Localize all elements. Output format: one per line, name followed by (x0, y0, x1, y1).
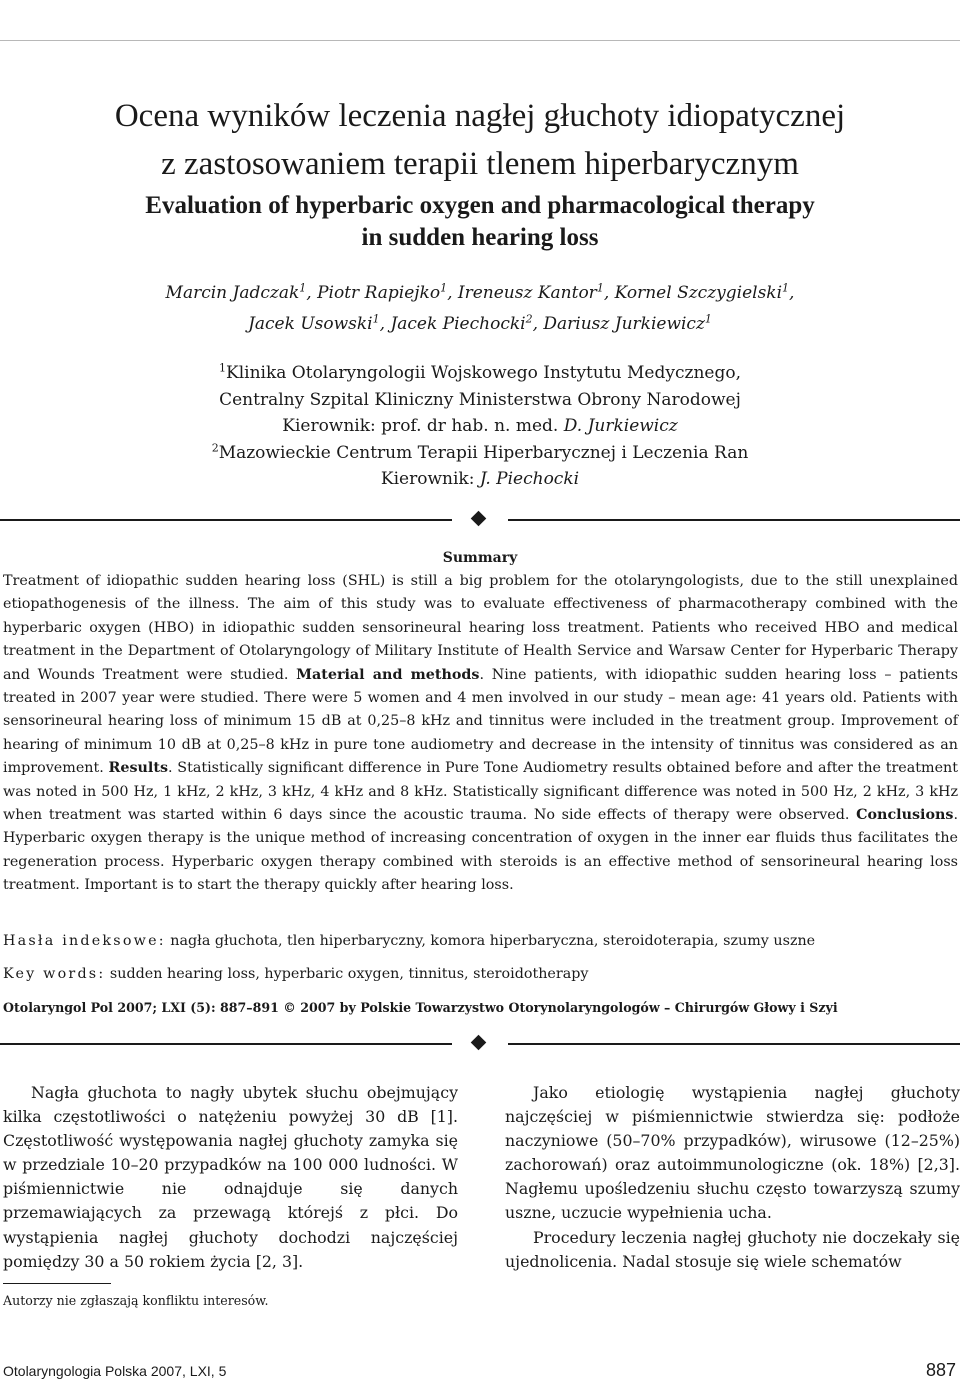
author-name: Dariusz Jurkiewicz (543, 314, 705, 334)
keywords-polish-label: Hasła indeksowe: (3, 933, 166, 949)
author-affiliation-mark: 1 (782, 281, 790, 295)
title-polish-line-1: Ocena wyników leczenia nagłej głuchoty idiopatycznej (114, 98, 846, 134)
diamond-ornament-icon (471, 1035, 487, 1051)
top-rule (0, 40, 960, 41)
title-english-line-1: Evaluation of hyperbaric oxygen and pharmacological therapy (145, 192, 815, 219)
affiliations (0, 360, 960, 493)
affiliation-2-line-1: $^2$Mazowieckie Centrum Terapii Hiperbarycznej i Leczenia Ran (211, 440, 749, 463)
divider-line (508, 1043, 960, 1045)
author-name: Marcin Jadczak (165, 283, 300, 303)
footnote-rule (3, 1283, 111, 1284)
footnote: Autorzy nie zgłaszają konfliktu interesów. (3, 1293, 269, 1308)
author-line-2: Jacek Usowski$^1$, Jacek Piechocki$^2$, Dariusz Jurkiewicz$^1$ (248, 312, 712, 334)
author-name: Ireneusz Kantor (457, 283, 597, 303)
title-polish-line-2: z zastosowaniem terapii tlenem hiperbarycznym (161, 146, 799, 182)
author-list (0, 278, 960, 340)
author-affiliation-mark: 1 (372, 312, 380, 326)
keywords-english-label: Key words: (3, 966, 106, 982)
author-affiliation-mark: 1 (440, 281, 448, 295)
body-paragraph: Procedury leczenia nagłej głuchoty nie doczekały się ujednolicenia. Nadal stosuje się wiele schematów (505, 1227, 960, 1271)
section-divider (0, 513, 960, 527)
keywords-english: Key words: sudden hearing loss, hyperbaric oxygen, tinnitus, steroidotherapy (3, 966, 589, 982)
author-affiliation-mark: 1 (704, 312, 712, 326)
summary-results-heading: Results (108, 760, 169, 777)
body-column-right (505, 1081, 960, 1274)
summary-heading: Summary (442, 550, 518, 566)
diamond-ornament-icon (471, 511, 487, 527)
title-english (0, 190, 960, 254)
summary-methods-heading: Material and methods (296, 666, 480, 683)
affiliation-1-head: Kierownik: prof. dr hab. n. med. D. Jurkiewicz (282, 416, 678, 436)
title-english-line-2: in sudden hearing loss (361, 224, 599, 251)
divider-line (0, 519, 452, 521)
author-name: Kornel Szczygielski (614, 283, 783, 303)
author-name: Jacek Usowski (248, 314, 373, 334)
divider-line (0, 1043, 452, 1045)
affiliation-2-head: Kierownik: J. Piechocki (380, 469, 580, 489)
affiliation-1-line-2: Centralny Szpital Kliniczny Ministerstwa Obrony Narodowej (219, 389, 741, 410)
author-affiliation-mark: 2 (525, 312, 533, 326)
keywords-polish: Hasła indeksowe: nagła głuchota, tlen hiperbaryczny, komora hiperbaryczna, steroidoterapia, szumy uszne (3, 933, 816, 949)
body-paragraph: Jako etiologię wystąpienia nagłej głuchoty najczęściej w piśmiennictwie stwierdza się: podłoże naczyniowe (50–70% przypadków), wirusowe (12–25%) zachorowań) oraz autoimmunologiczne (ok. 18%) [2,3]. Nagłemu upośledzeniu słuchu często towarzyszą szumy uszne, uczucie wypełnienia ucha. (505, 1083, 960, 1223)
body-paragraph: Nagła głuchota to nagły ubytek słuchu obejmujący kilka częstotliwości o natężeniu powyżej 30 dB [1]. Częstotliwość występowania nagłej głuchoty zamyka się w przedziale 10–20 przypadków na 100 000 ludności. W piśmiennictwie nie odnajduje się danych przemawiających za przewagą którejś z płci. Do wystąpienia nagłej głuchoty dochodzi najczęściej pomiędzy 30 a 50 rokiem życia [2, 3]. (3, 1083, 458, 1271)
section-divider (0, 1037, 960, 1051)
title-polish (0, 92, 960, 188)
author-name: Piotr Rapiejko (317, 283, 441, 303)
citation-line: Otolaryngol Pol 2007; LXI (5): 887–891 © 2007 by Polskie Towarzystwo Otorynolaryngologów – Chirurgów Głowy i Szyi (3, 1000, 838, 1015)
summary-text: Treatment of idiopathic sudden hearing loss (SHL) is still a big problem for the otolaryngologists, due to the still unexplained etiopathogenesis of the illness. The aim of this study was to evaluate effectiveness of pharmacotherapy combined with the hyperbaric oxygen (HBO) in idiopathic sudden sensorineural hearing loss treatment. Patients who received HBO and medical treatment in the Department of Otolaryngology of Military Institute of Health Service and Warsaw Center for Hyperbaric Therapy and Wounds Treatment were studied. Material and methods. Nine patients, with idiopathic sudden hearing loss – patients treated in 2007 year were studied. There were 5 women and 4 men involved in our study – mean age: 41 years old. Patients with sensorineural hearing loss of minimum 15 dB at 0,25–8 kHz and tinnitus were included in the treatment group. Improvement of hearing of minimum 10 dB at 0,25–8 kHz in pure tone audiometry and decrease in the intensity of tinnitus was considered as an improvement. Results. Statistically significant difference in Pure Tone Audiometry results obtained before and after the treatment was noted in 500 Hz, 1 kHz, 2 kHz, 3 kHz, 4 kHz and 8 kHz. Statistically significant difference was noted in 500 Hz, 2 kHz, 3 kHz when treatment was started within 6 days since the acoustic trauma. No side effects of therapy were observed. Conclusions. Hyperbaric oxygen therapy is the unique method of increasing concentration of oxygen in the inner ear fluids thus facilitates the regeneration process. Hyperbaric oxygen therapy combined with steroids is an effective method of sensorineural hearing loss treatment. Important is to start the therapy quickly after hearing loss. (3, 573, 959, 894)
author-affiliation-mark: 1 (299, 281, 307, 295)
author-affiliation-mark: 1 (596, 281, 604, 295)
page-number: 887 (925, 1360, 956, 1380)
author-name: Jacek Piechocki (390, 314, 526, 334)
footer-journal: Otolaryngologia Polska 2007, LXI, 5 (3, 1363, 227, 1379)
divider-line (508, 519, 960, 521)
summary-conclusions-heading: Conclusions (856, 807, 954, 824)
author-line-1: Marcin Jadczak$^1$, Piotr Rapiejko$^1$, Ireneusz Kantor$^1$, Kornel Szczygielski$^1$, (165, 281, 795, 303)
body-column-left (3, 1081, 458, 1274)
affiliation-1-line-1: $^1$Klinika Otolaryngologii Wojskowego Instytutu Medycznego, (219, 361, 741, 383)
